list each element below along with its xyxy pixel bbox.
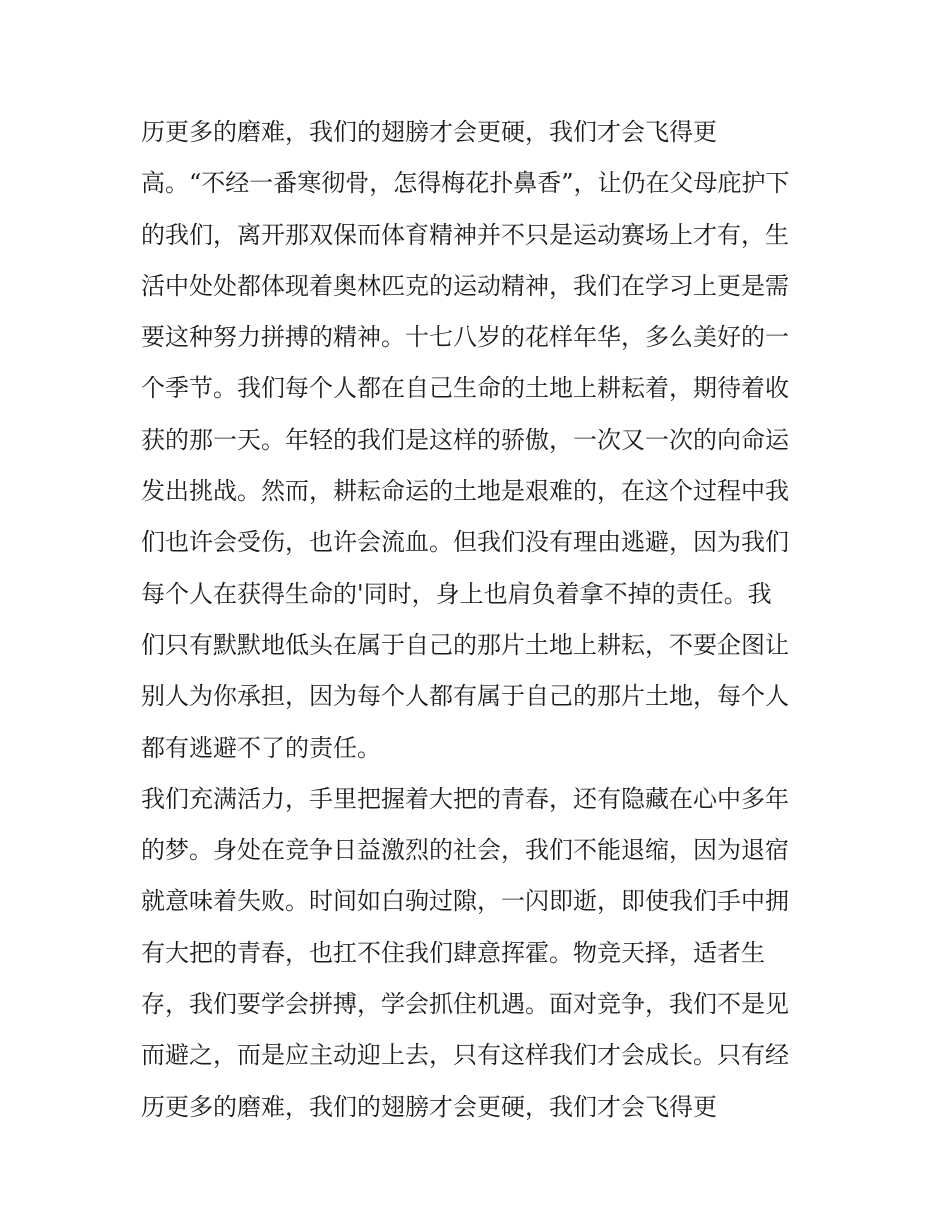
text-line: 活中处处都体现着奥林匹克的运动精神，我们在学习上更是需 xyxy=(141,271,789,300)
text-line: 而避之，而是应主动迎上去，只有这样我们才会成长。只有经 xyxy=(141,1041,789,1070)
text-line: 的梦。身处在竞争日益激烈的社会，我们不能退缩，因为退宿 xyxy=(141,836,789,865)
text-line: 历更多的磨难，我们的翅膀才会更硬，我们才会飞得更 xyxy=(141,118,717,146)
text-line: 存，我们要学会拼搏，学会抓住机遇。面对竞争，我们不是见 xyxy=(141,990,789,1019)
text-line: 我们充满活力，手里把握着大把的青春，还有隐藏在心中多年 xyxy=(141,784,789,813)
text-line: 历更多的磨难，我们的翅膀才会更硬，我们才会飞得更 xyxy=(141,1092,717,1121)
text-line: 发出挑战。然而，耕耘命运的土地是艰难的，在这个过程中我 xyxy=(141,477,789,506)
text-line: 别人为你承担，因为每个人都有属于自己的那片土地，每个人 xyxy=(141,682,789,711)
text-line: 要这种努力拼搏的精神。十七八岁的花样年华，多么美好的一 xyxy=(141,323,789,352)
document-body xyxy=(141,107,821,1133)
text-line: 每个人在获得生命的'同时，身上也肩负着拿不掉的责任。我 xyxy=(141,579,772,608)
text-line: 获的那一天。年轻的我们是这样的骄傲，一次又一次的向命运 xyxy=(141,425,789,454)
text-line: 高。“不经一番寒彻骨，怎得梅花扑鼻香”，让仍在父母庇护下 xyxy=(141,169,790,198)
text-line: 都有逃避不了的责任。 xyxy=(141,733,381,762)
text-line: 的我们，离开那双保而体育精神并不只是运动赛场上才有，生 xyxy=(141,220,789,249)
text-line: 个季节。我们每个人都在自己生命的土地上耕耘着，期待着收 xyxy=(141,374,789,403)
text-line: 们也许会受伤，也许会流血。但我们没有理由逃避，因为我们 xyxy=(141,528,789,557)
text-line: 就意味着失败。时间如白驹过隙，一闪即逝，即使我们手中拥 xyxy=(141,887,789,916)
text-line: 有大把的青春，也扛不住我们肆意挥霍。物竞天择，适者生 xyxy=(141,938,765,967)
text-line: 们只有默默地低头在属于自己的那片土地上耕耘，不要企图让 xyxy=(141,630,789,659)
